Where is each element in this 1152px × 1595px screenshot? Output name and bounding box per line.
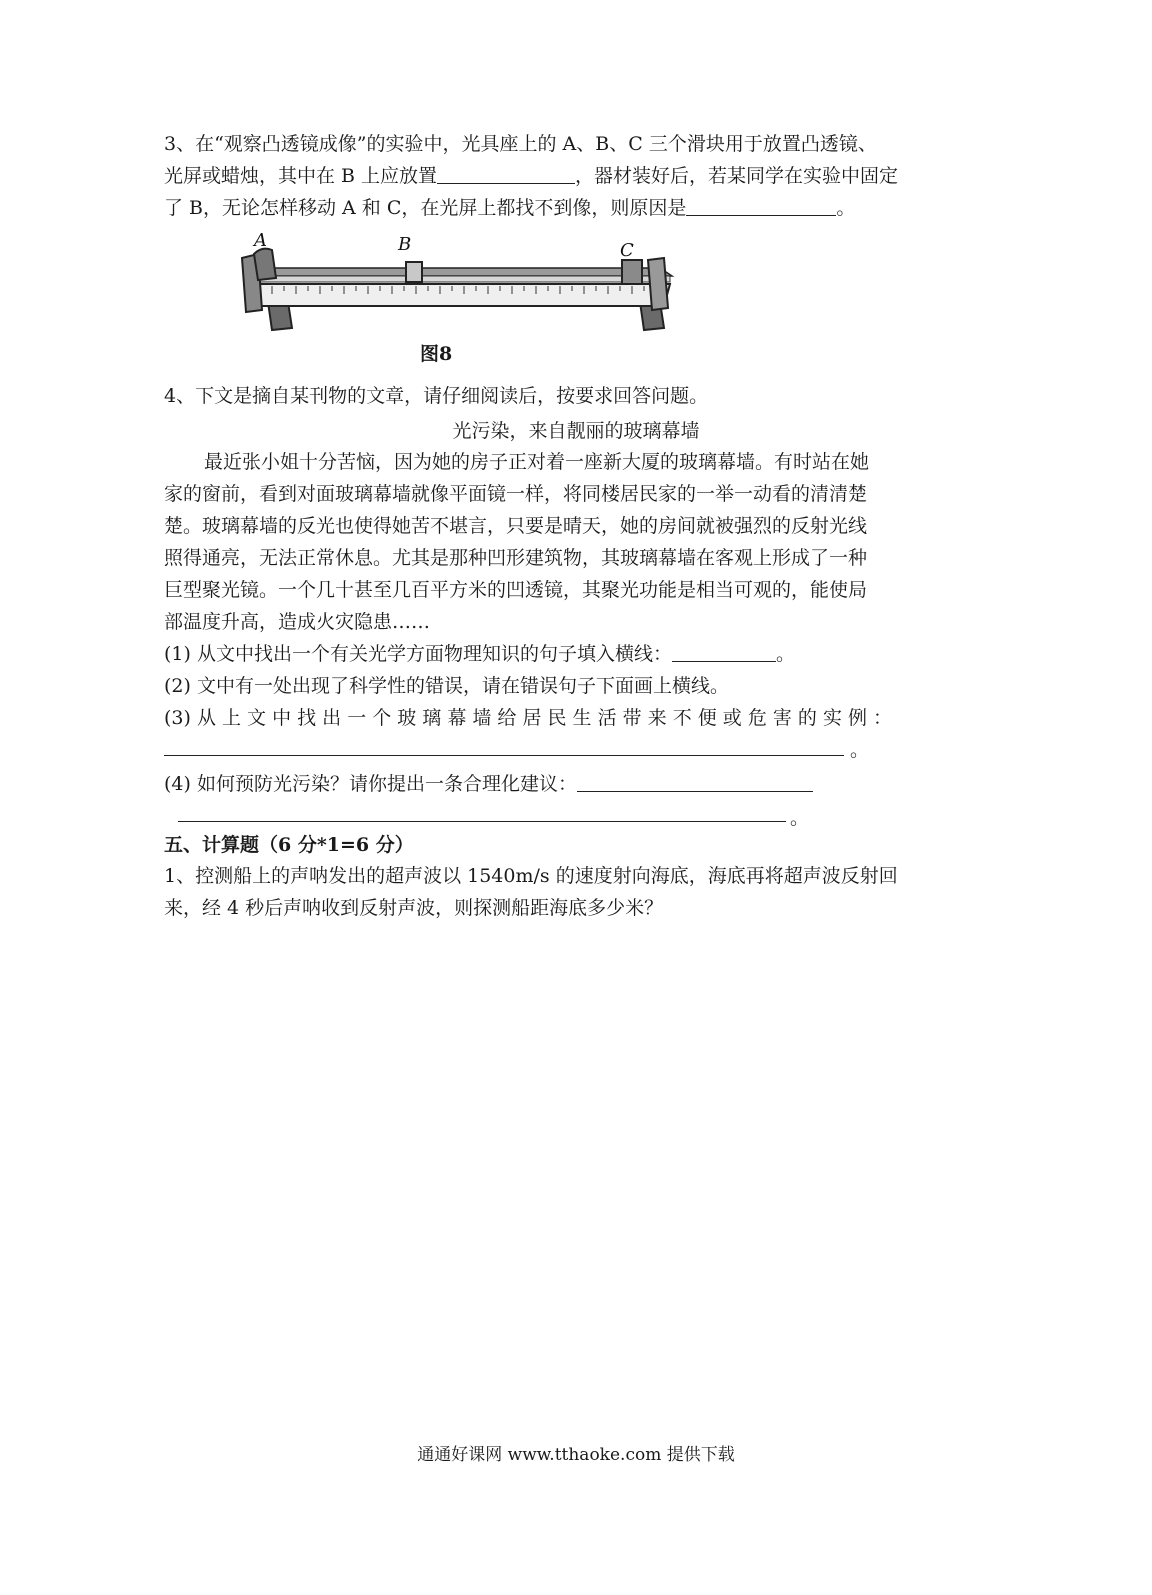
q4-sub-4-end: 。 — [790, 807, 810, 829]
q4-sub-3: (3) 从 上 文 中 找 出 一 个 玻 璃 幕 墙 给 居 民 生 活 带 来 不 便 或 危 害 的 实 例 ： — [164, 707, 893, 729]
q4-sub-1-end: 。 — [775, 643, 795, 665]
label-c: C — [620, 240, 634, 261]
q3-line-3 — [164, 195, 855, 221]
q4-sub-4 — [164, 771, 813, 797]
q4-sub-1-text: (1) 从文中找出一个有关光学方面物理知识的句子填入横线： — [164, 643, 672, 665]
article-para-line-3: 楚。玻璃幕墙的反光也使得她苦不堪言，只要是晴天，她的房间就被强烈的反射光线 — [164, 515, 868, 537]
q4-sub-4-text: (4) 如何预防光污染？请你提出一条合理化建议： — [164, 773, 577, 795]
footer-credit: 通通好课网 www.tthaoke.com 提供下载 — [417, 1445, 735, 1465]
article-para-line-6: 部温度升高，造成火灾隐患…… — [164, 611, 431, 633]
q3-line-1: 3、在“观察凸透镜成像”的实验中，光具座上的 A、B、C 三个滑块用于放置凸透镜、 — [164, 133, 877, 155]
q3-line-2-text-a: 光屏或蜡烛，其中在 B 上应放置 — [164, 165, 438, 187]
article-para-line-4: 照得通亮，无法正常休息。尤其是那种凹形建筑物，其玻璃幕墙在客观上形成了一种 — [164, 547, 868, 569]
section-5-heading: 五、计算题（6 分*1=6 分） — [164, 834, 414, 856]
answer-line-sub4[interactable] — [178, 821, 786, 822]
answer-blank-reason[interactable] — [686, 197, 836, 216]
article-title: 光污染，来自靓丽的玻璃幕墙 — [452, 420, 700, 442]
calc-q1-line-1: 1、控测船上的声呐发出的超声波以 1540m/s 的速度射向海底，海底再将超声波反射回 — [164, 865, 898, 887]
q4-sub-1 — [164, 641, 795, 667]
article-para-line-1: 最近张小姐十分苦恼，因为她的房子正对着一座新大厦的玻璃幕墙。有时站在她 — [204, 451, 870, 473]
label-b: B — [398, 234, 412, 255]
article-para-line-2: 家的窗前，看到对面玻璃幕墙就像平面镜一样，将同楼居民家的一举一动看的清清楚 — [164, 483, 868, 505]
q4-sub-2: (2) 文中有一处出现了科学性的错误，请在错误句子下面画上横线。 — [164, 675, 729, 697]
q3-line-3-text-a: 了 B，无论怎样移动 A 和 C，在光屏上都找不到像，则原因是 — [164, 197, 687, 219]
answer-blank-sub4[interactable] — [577, 773, 813, 792]
q3-line-2-text-b: ，器材装好后，若某同学在实验中固定 — [575, 165, 899, 187]
q3-line-2 — [164, 163, 898, 189]
q3-line-3-text-b: 。 — [836, 197, 856, 219]
answer-blank-b[interactable] — [437, 165, 575, 184]
answer-blank-sub1[interactable] — [672, 643, 776, 662]
article-para-line-5: 巨型聚光镜。一个几十甚至几百平方米的凹透镜，其聚光功能是相当可观的，能使局 — [164, 579, 868, 601]
q4-intro: 4、下文是摘自某刊物的文章，请仔细阅读后，按要求回答问题。 — [164, 385, 709, 407]
q4-sub-3-end: 。 — [850, 739, 870, 761]
figure-caption: 图8 — [420, 343, 453, 365]
optical-bench-figure — [232, 228, 682, 346]
answer-line-sub3[interactable] — [164, 755, 844, 756]
calc-q1-line-2: 来，经 4 秒后声呐收到反射声波，则探测船距海底多少米？ — [164, 897, 664, 919]
label-a: A — [254, 230, 267, 251]
